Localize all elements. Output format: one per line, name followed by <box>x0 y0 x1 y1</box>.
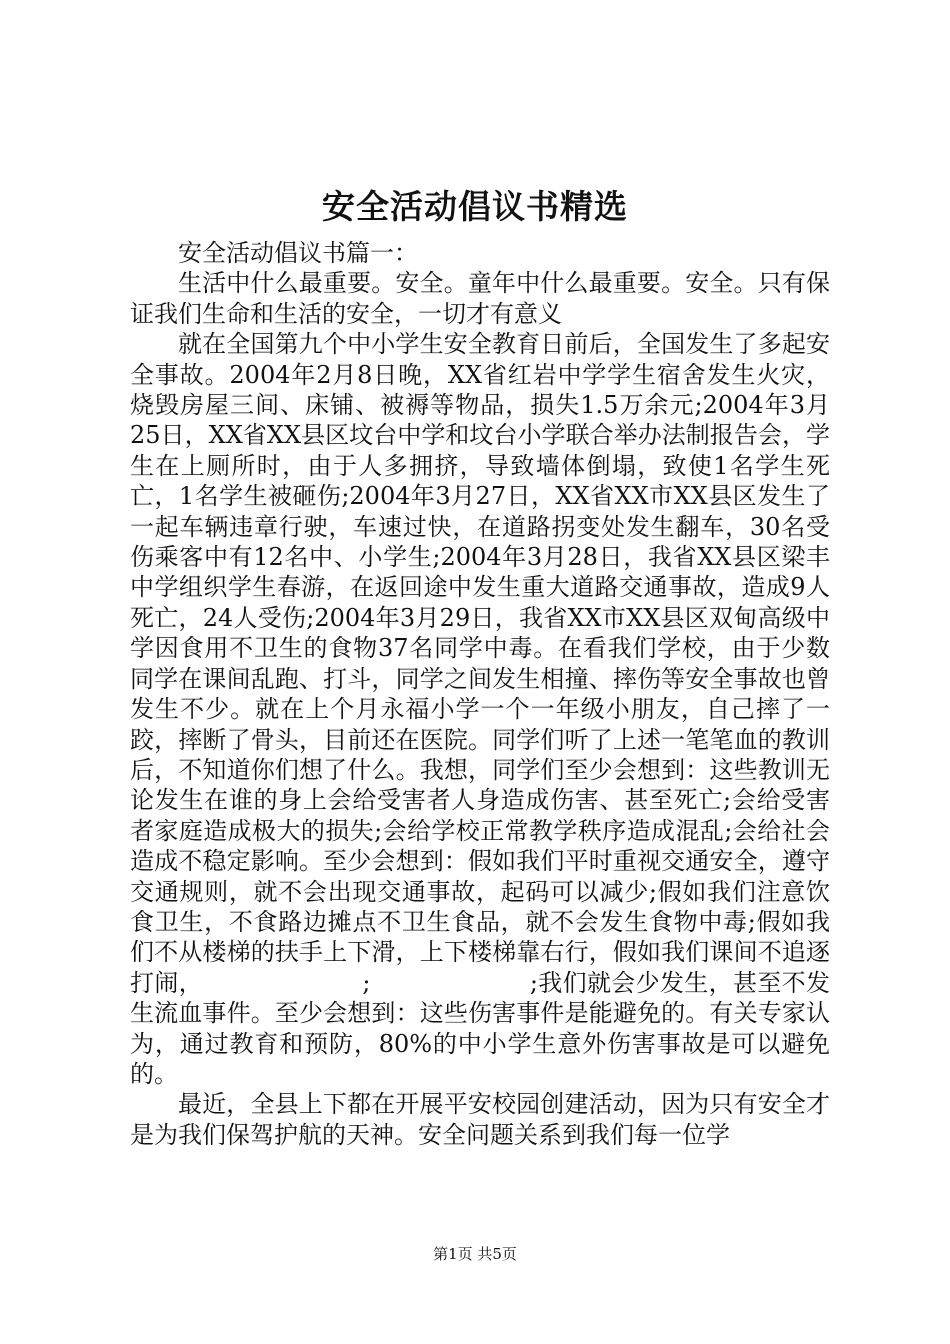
paragraph: 安全活动倡议书篇一： <box>178 239 418 267</box>
document-body <box>130 238 830 1150</box>
paragraph: 生活中什么最重要。安全。童年中什么最重要。安全。只有保证我们生命和生活的安全，一切才有意义 <box>130 269 830 328</box>
document-title: 安全活动倡议书精选 <box>322 187 628 226</box>
paragraph: 就在全国第九个中小学生安全教育日前后，全国发生了多起安全事故。2004年2月8日晚，XX省红岩中学学生宿舍发生火灾，烧毁房屋三间、床铺、被褥等物品，损失1.5万余元;2004年3月25日，XX省XX县区坟台中学和坟台小学联合举办法制报告会，学生在上厕所时，由于人多拥挤，导致墙体倒塌，致使1名学生死亡，1名学生被砸伤;2004年3月27日，XX省XX市XX县区发生了一起车辆违章行驶，车速过快，在道路拐变处发生翻车，30名受伤乘客中有12名中、小学生;2004年3月28日，我省XX县区梁丰中学组织学生春游，在返回途中发生重大道路交通事故，造成9人死亡，24人受伤;2004年3月29日，我省XX市XX县区双甸高级中学因食用不卫生的食物37名同学中毒。在看我们学校，由于少数同学在课间乱跑、打斗，同学之间发生相撞、摔伤等安全事故也曾发生不少。就在上个月永福小学一个一年级小朋友，自己摔了一跤，摔断了骨头，目前还在医院。同学们听了上述一笔笔血的教训后，不知道你们想了什么。我想，同学们至少会想到：这些教训无论发生在谁的身上会给受害者人身造成伤害、甚至死亡;会给受害者家庭造成极大的损失;会给学校正常教学秩序造成混乱;会给社会造成不稳定影响。至少会想到：假如我们平时重视交通安全，遵守交通规则，就不会出现交通事故，起码可以减少;假如我们注意饮食卫生，不食路边摊点不卫生食品，就不会发生食物中毒;假如我们不从楼梯的扶手上下滑，上下楼梯靠右行，假如我们课间不追逐打闹， ; ;我们就会少发生，甚至不发生流血事件。至少会想到：这些伤害事件是能避免的。有关专家认为，通过教育和预防，80%的中小学生意外伤害事故是可以避免的。 <box>130 330 830 1088</box>
page-footer: 第1页 共5页 <box>433 1245 517 1263</box>
paragraph: 最近，全县上下都在开展平安校园创建活动，因为只有安全才是为我们保驾护航的天神。安全问题关系到我们每一位学 <box>130 1090 830 1149</box>
